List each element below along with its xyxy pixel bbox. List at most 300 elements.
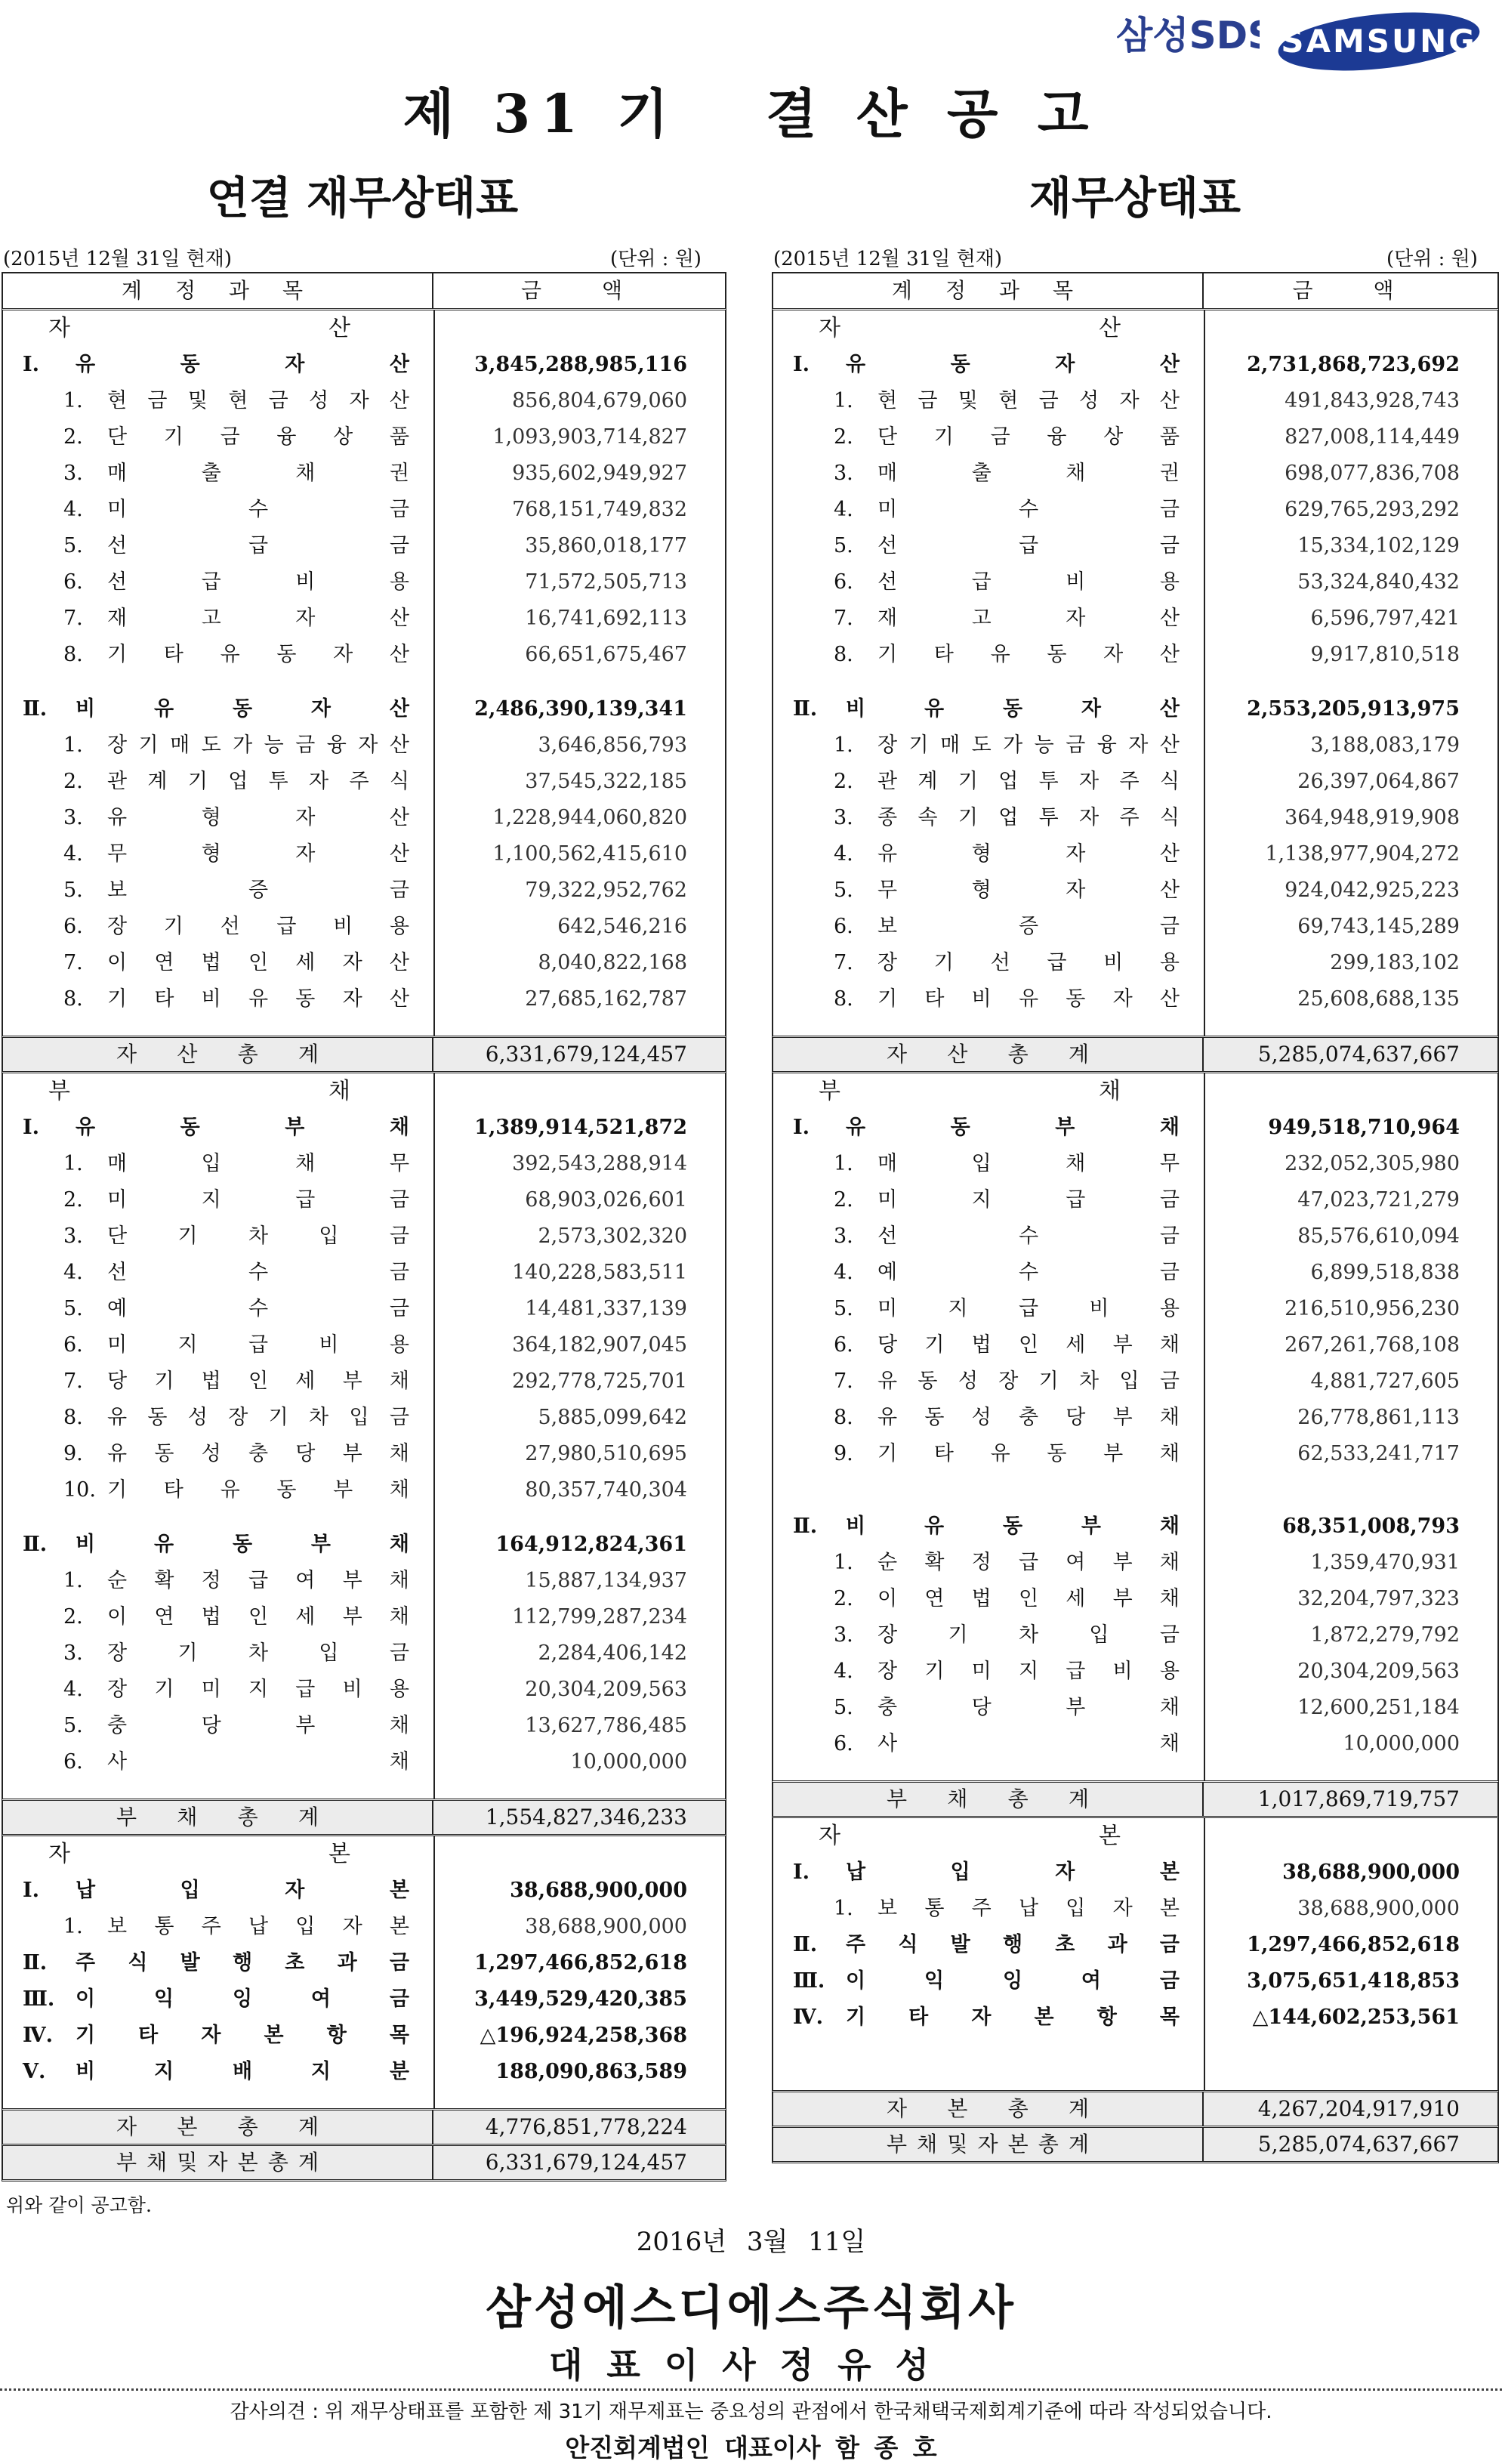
total-label: 부 채 총 계 xyxy=(3,1801,433,1834)
item-number: Ⅳ. xyxy=(793,2005,824,2029)
item-number: 5. xyxy=(834,534,853,557)
line-item-row xyxy=(773,836,1497,872)
line-item-row xyxy=(3,419,725,455)
item-number: 2. xyxy=(63,770,83,793)
amount-value: 68,903,026,601 xyxy=(525,1188,687,1212)
account-label xyxy=(3,419,433,455)
amount-value: 3,075,651,418,853 xyxy=(1247,1969,1460,1993)
account-name: 이 익 잉 여 금 xyxy=(846,1969,1180,1993)
item-number: 6. xyxy=(63,915,83,938)
item-number: 8. xyxy=(834,643,853,666)
account-label xyxy=(3,800,433,836)
account-label xyxy=(773,1999,1204,2036)
account-label xyxy=(3,1400,433,1436)
account-label xyxy=(3,1599,433,1635)
account-label xyxy=(773,528,1204,564)
account-label xyxy=(3,1327,433,1363)
account-label xyxy=(773,1255,1204,1291)
account-name: 주 식 발 행 초 과 금 xyxy=(76,1951,409,1975)
item-number: 4. xyxy=(834,498,853,521)
account-name: 장 기 미 지 급 비 용 xyxy=(107,1678,409,1701)
amount-value: 3,646,856,793 xyxy=(538,733,687,757)
line-item-row xyxy=(3,601,725,637)
spacer-row xyxy=(3,1508,725,1527)
account-label xyxy=(773,1617,1204,1653)
total-value: 6,331,679,124,457 xyxy=(485,2150,687,2175)
amount-value: 9,917,810,518 xyxy=(1310,643,1460,666)
amount-value: 27,980,510,695 xyxy=(525,1442,687,1465)
account-label xyxy=(3,2054,433,2090)
subtotal-row xyxy=(773,347,1497,383)
line-item-row xyxy=(773,1218,1497,1255)
line-item-row xyxy=(773,1436,1497,1472)
account-label xyxy=(773,1963,1204,1999)
spacer-row xyxy=(773,1490,1497,1508)
account-label xyxy=(3,492,433,528)
account-name: 무 형 자 산 xyxy=(877,878,1180,902)
amount-value: 15,334,102,129 xyxy=(1297,534,1460,557)
account-label xyxy=(773,1545,1204,1581)
account-name: 단 기 금 융 상 품 xyxy=(877,425,1180,449)
line-item-row xyxy=(773,492,1497,528)
account-name: 미 지 급 금 xyxy=(107,1188,409,1212)
account-name: 자 본 xyxy=(819,1823,1121,1849)
item-number: 5. xyxy=(63,534,83,557)
line-item-row xyxy=(3,455,725,492)
item-number: Ⅰ. xyxy=(793,353,810,376)
total-label: 자 본 총 계 xyxy=(773,2092,1204,2126)
line-item-row xyxy=(3,1744,725,1780)
account-name: 사 채 xyxy=(877,1732,1180,1755)
subtotal-row xyxy=(3,1873,725,1909)
subtotal-row xyxy=(3,2018,725,2054)
account-name: 유 동 성 장 기 차 입 금 xyxy=(107,1406,409,1429)
amount-value: 80,357,740,304 xyxy=(525,1478,687,1502)
item-number: Ⅲ. xyxy=(793,1969,825,1993)
account-name: 매 입 채 무 xyxy=(107,1152,409,1175)
amount-value: 629,765,293,292 xyxy=(1285,498,1460,521)
amount-value: 38,688,900,000 xyxy=(510,1879,687,1902)
item-number: 3. xyxy=(63,806,83,829)
account-name: 미 지 급 금 xyxy=(877,1188,1180,1212)
account-label xyxy=(3,836,433,872)
amount-value: 1,389,914,521,872 xyxy=(474,1116,687,1139)
item-number: 1. xyxy=(834,1551,853,1574)
amount-value: 79,322,952,762 xyxy=(525,878,687,902)
spacer-row xyxy=(773,1472,1497,1490)
amount-value xyxy=(1204,310,1497,347)
amount-value: 1,093,903,714,827 xyxy=(492,425,687,449)
account-name: 자 산 xyxy=(48,315,350,341)
spacer-row xyxy=(3,2090,725,2108)
column-header xyxy=(772,272,1499,310)
account-name: 납 입 자 본 xyxy=(76,1879,409,1902)
total-row xyxy=(772,1036,1499,1073)
amount-value: 1,872,279,792 xyxy=(1310,1623,1460,1647)
item-number: Ⅱ. xyxy=(793,1515,818,1538)
line-item-row xyxy=(773,981,1497,1017)
account-label xyxy=(3,564,433,601)
amount-value: 216,510,956,230 xyxy=(1285,1297,1460,1320)
account-label xyxy=(3,1873,433,1909)
item-number: 6. xyxy=(834,1333,853,1357)
account-name: 기 타 자 본 항 목 xyxy=(76,2024,409,2047)
notice-statement: 위와 같이 공고함. xyxy=(6,2194,152,2216)
account-label xyxy=(773,836,1204,872)
line-item-row xyxy=(773,1617,1497,1653)
account-name: 선 수 금 xyxy=(107,1261,409,1284)
subtotal-row xyxy=(773,1999,1497,2036)
account-name: 비 지 배 지 분 xyxy=(76,2060,409,2083)
item-number: 8. xyxy=(834,1406,853,1429)
line-item-row xyxy=(773,909,1497,945)
account-name: 이 연 법 인 세 부 채 xyxy=(107,1605,409,1629)
announcement-date: 2016년 3월 11일 xyxy=(636,2227,866,2257)
account-name: 보 증 금 xyxy=(107,878,409,902)
account-label xyxy=(773,637,1204,673)
amount-value: 1,359,470,931 xyxy=(1310,1551,1460,1574)
item-number: 1. xyxy=(63,733,83,757)
amount-value: 1,100,562,415,610 xyxy=(492,842,687,866)
line-item-row xyxy=(773,764,1497,800)
total-label: 자 본 총 계 xyxy=(3,2110,433,2144)
account-label xyxy=(3,1909,433,1945)
account-name: 이 연 법 인 세 자 산 xyxy=(107,951,409,974)
item-number: 6. xyxy=(834,1732,853,1755)
account-label xyxy=(3,909,433,945)
account-name: 매 출 채 권 xyxy=(877,462,1180,485)
line-item-row xyxy=(773,528,1497,564)
account-name: 비 유 동 부 채 xyxy=(846,1515,1180,1538)
account-name: 주 식 발 행 초 과 금 xyxy=(846,1933,1180,1956)
subtotal-row xyxy=(3,691,725,727)
amount-value: 20,304,209,563 xyxy=(1297,1660,1460,1683)
account-name: 단 기 차 입 금 xyxy=(107,1224,409,1248)
spacer-row xyxy=(773,2072,1497,2090)
account-label xyxy=(3,1291,433,1327)
line-item-row xyxy=(773,1545,1497,1581)
item-number: 2. xyxy=(834,770,853,793)
item-number: Ⅱ. xyxy=(793,697,818,721)
page-title: 제 31 기 결 산 공 고 xyxy=(402,82,1100,145)
amount-value: 232,052,305,980 xyxy=(1285,1152,1460,1175)
amount-value: 35,860,018,177 xyxy=(525,534,687,557)
account-label xyxy=(773,564,1204,601)
line-item-row xyxy=(3,1146,725,1182)
account-column-header: 계정과목 xyxy=(3,273,433,308)
amount-value: 25,608,688,135 xyxy=(1297,987,1460,1011)
account-label xyxy=(773,1508,1204,1545)
spacer-row xyxy=(3,1017,725,1036)
amount-value xyxy=(433,1836,725,1873)
line-item-row xyxy=(773,945,1497,981)
category-header-row xyxy=(3,1836,725,1873)
account-label xyxy=(3,1218,433,1255)
separate-balance-sheet xyxy=(772,272,1499,2163)
ceo-name: 대표이사정유성 xyxy=(548,2345,954,2385)
account-label xyxy=(773,1726,1204,1762)
amount-value: 62,533,241,717 xyxy=(1297,1442,1460,1465)
item-number: 2. xyxy=(63,1188,83,1212)
item-number: 4. xyxy=(63,1261,83,1284)
item-number: 3. xyxy=(63,462,83,485)
account-name: 미 수 금 xyxy=(877,498,1180,521)
account-name: 이 익 잉 여 금 xyxy=(76,1987,409,2011)
item-number: 1. xyxy=(63,389,83,412)
item-number: 3. xyxy=(834,1224,853,1248)
line-item-row xyxy=(773,1146,1497,1182)
amount-value: 491,843,928,743 xyxy=(1285,389,1460,412)
subtotal-row xyxy=(773,1854,1497,1891)
amount-value: 6,596,797,421 xyxy=(1310,607,1460,630)
total-label: 부 채 및 자 본 총 계 xyxy=(773,2128,1204,2161)
account-name: 예 수 금 xyxy=(877,1261,1180,1284)
line-item-row xyxy=(3,945,725,981)
left-unit-note: (단위 : 원) xyxy=(610,248,702,270)
account-label xyxy=(3,1527,433,1563)
amount-value: 14,481,337,139 xyxy=(525,1297,687,1320)
amount-value: 364,948,919,908 xyxy=(1285,806,1460,829)
amount-value: 1,297,466,852,618 xyxy=(1247,1933,1460,1956)
account-name: 미 수 금 xyxy=(107,498,409,521)
account-name: 미 지 급 비 용 xyxy=(877,1297,1180,1320)
line-item-row xyxy=(773,1690,1497,1726)
account-label xyxy=(3,1635,433,1672)
spacer-row xyxy=(773,673,1497,691)
account-name: 기 타 유 동 부 채 xyxy=(107,1478,409,1502)
account-name: 예 수 금 xyxy=(107,1297,409,1320)
account-name: 관 계 기 업 투 자 주 식 xyxy=(107,770,409,793)
account-name: 자 산 xyxy=(819,315,1121,341)
account-name: 현 금 및 현 금 성 자 산 xyxy=(877,389,1180,412)
item-number: 9. xyxy=(63,1442,83,1465)
item-number: 2. xyxy=(834,1188,853,1212)
amount-value: 20,304,209,563 xyxy=(525,1678,687,1701)
item-number: Ⅱ. xyxy=(23,1951,48,1975)
account-name: 선 급 금 xyxy=(877,534,1180,557)
account-label xyxy=(3,637,433,673)
statement-section xyxy=(2,1836,726,2108)
item-number: Ⅴ. xyxy=(23,2060,46,2083)
amount-value: 935,602,949,927 xyxy=(512,462,687,485)
amount-value: 856,804,679,060 xyxy=(512,389,687,412)
total-row xyxy=(2,1799,726,1836)
amount-value: 27,685,162,787 xyxy=(525,987,687,1011)
account-name: 재 고 자 산 xyxy=(107,607,409,630)
account-label xyxy=(3,727,433,764)
account-label xyxy=(773,1182,1204,1218)
account-label xyxy=(773,1400,1204,1436)
left-date-note: (2015년 12월 31일 현재) xyxy=(3,248,232,270)
subtotal-row xyxy=(773,1508,1497,1545)
account-name: 유 형 자 산 xyxy=(107,806,409,829)
amount-value: 15,887,134,937 xyxy=(525,1569,687,1592)
account-name: 선 수 금 xyxy=(877,1224,1180,1248)
subtotal-row xyxy=(773,691,1497,727)
account-label xyxy=(3,1945,433,1981)
account-label xyxy=(773,727,1204,764)
account-name: 보 통 주 납 입 자 본 xyxy=(107,1915,409,1938)
item-number: 1. xyxy=(63,1915,83,1938)
category-header-row xyxy=(773,1818,1497,1854)
account-label xyxy=(3,1110,433,1146)
item-number: 7. xyxy=(63,951,83,974)
amount-value: 38,688,900,000 xyxy=(1297,1897,1460,1920)
total-row xyxy=(772,2128,1499,2163)
line-item-row xyxy=(3,1255,725,1291)
item-number: 6. xyxy=(63,1333,83,1357)
line-item-row xyxy=(3,637,725,673)
item-number: 4. xyxy=(63,1678,83,1701)
audit-opinion: 감사의견 : 위 재무상태표를 포함한 제 31기 재무제표는 중요성의 관점에서 한국채택국제회계기준에 따라 작성되었습니다. xyxy=(230,2401,1272,2423)
amount-column-header: 금액 xyxy=(520,278,683,303)
item-number: 2. xyxy=(63,1605,83,1629)
item-number: Ⅳ. xyxy=(23,2024,54,2047)
amount-value: 3,845,288,985,116 xyxy=(474,353,687,376)
account-name: 유 동 자 산 xyxy=(846,353,1180,376)
amount-value: 2,486,390,139,341 xyxy=(474,697,687,721)
spacer-row xyxy=(773,1762,1497,1780)
right-unit-note: (단위 : 원) xyxy=(1386,248,1478,270)
account-label xyxy=(773,601,1204,637)
item-number: 7. xyxy=(834,1369,853,1393)
account-label xyxy=(3,872,433,909)
item-number: Ⅰ. xyxy=(23,1116,40,1139)
consolidated-balance-sheet xyxy=(2,272,726,2181)
account-name: 부 채 xyxy=(819,1078,1121,1104)
account-label xyxy=(3,1146,433,1182)
amount-value: 38,688,900,000 xyxy=(525,1915,687,1938)
item-number: 4. xyxy=(834,842,853,866)
account-name: 관 계 기 업 투 자 주 식 xyxy=(877,770,1180,793)
amount-value: △144,602,253,561 xyxy=(1252,2005,1460,2029)
line-item-row xyxy=(3,872,725,909)
line-item-row xyxy=(3,1400,725,1436)
account-name: 매 출 채 권 xyxy=(107,462,409,485)
account-name: 비 유 동 자 산 xyxy=(846,697,1180,721)
item-number: 5. xyxy=(63,1297,83,1320)
line-item-row xyxy=(3,1218,725,1255)
account-name: 유 동 성 충 당 부 채 xyxy=(107,1442,409,1465)
line-item-row xyxy=(773,1653,1497,1690)
item-number: 6. xyxy=(834,915,853,938)
amount-value: 768,151,749,832 xyxy=(512,498,687,521)
line-item-row xyxy=(3,1563,725,1599)
account-label xyxy=(773,1581,1204,1617)
account-name: 장 기 차 입 금 xyxy=(877,1623,1180,1647)
line-item-row xyxy=(773,872,1497,909)
line-item-row xyxy=(773,1400,1497,1436)
account-name: 순 확 정 급 여 부 채 xyxy=(107,1569,409,1592)
account-name: 비 유 동 부 채 xyxy=(76,1533,409,1556)
account-name: 유 동 부 채 xyxy=(846,1116,1180,1139)
line-item-row xyxy=(3,1327,725,1363)
item-number: 10. xyxy=(63,1478,96,1502)
amount-value: 1,228,944,060,820 xyxy=(492,806,687,829)
total-label: 자 산 총 계 xyxy=(773,1038,1204,1071)
item-number: 2. xyxy=(63,425,83,449)
line-item-row xyxy=(773,455,1497,492)
amount-value: 66,651,675,467 xyxy=(525,643,687,666)
total-value: 1,017,869,719,757 xyxy=(1257,1786,1460,1811)
line-item-row xyxy=(773,1581,1497,1617)
samsung-logo xyxy=(1276,11,1482,73)
line-item-row xyxy=(3,1909,725,1945)
line-item-row xyxy=(773,383,1497,419)
item-number: 1. xyxy=(834,389,853,412)
item-number: 3. xyxy=(63,1224,83,1248)
line-item-row xyxy=(3,1472,725,1508)
sds-logo-text: 삼성SDS xyxy=(1116,14,1260,57)
amount-value: 6,899,518,838 xyxy=(1310,1261,1460,1284)
account-label xyxy=(773,1854,1204,1891)
account-label xyxy=(773,1218,1204,1255)
account-label xyxy=(773,1291,1204,1327)
line-item-row xyxy=(3,1708,725,1744)
account-name: 납 입 자 본 xyxy=(846,1860,1180,1884)
item-number: 2. xyxy=(834,1587,853,1610)
line-item-row xyxy=(773,419,1497,455)
amount-value: 12,600,251,184 xyxy=(1297,1696,1460,1719)
account-name: 기 타 유 동 부 채 xyxy=(877,1442,1180,1465)
amount-value: 16,741,692,113 xyxy=(525,607,687,630)
amount-value: 8,040,822,168 xyxy=(538,951,687,974)
item-number: 7. xyxy=(834,607,853,630)
account-label xyxy=(3,1073,433,1110)
amount-value: 10,000,000 xyxy=(1343,1732,1460,1755)
account-name: 단 기 금 융 상 품 xyxy=(107,425,409,449)
item-number: 8. xyxy=(834,987,853,1011)
account-name: 순 확 정 급 여 부 채 xyxy=(877,1551,1180,1574)
account-name: 기 타 비 유 동 자 산 xyxy=(107,987,409,1011)
line-item-row xyxy=(3,800,725,836)
samsung-sds-logo xyxy=(1116,9,1260,62)
amount-value: 3,188,083,179 xyxy=(1310,733,1460,757)
account-name: 당 기 법 인 세 부 채 xyxy=(107,1369,409,1393)
dotted-divider xyxy=(0,2388,1502,2391)
account-name: 장 기 매 도 가 능 금 융 자 산 xyxy=(877,733,1180,757)
item-number: 5. xyxy=(63,1714,83,1737)
amount-value: 68,351,008,793 xyxy=(1282,1515,1460,1538)
account-name: 무 형 자 산 xyxy=(107,842,409,866)
line-item-row xyxy=(3,909,725,945)
account-name: 유 동 성 충 당 부 채 xyxy=(877,1406,1180,1429)
item-number: 1. xyxy=(63,1152,83,1175)
line-item-row xyxy=(3,383,725,419)
account-label xyxy=(773,1073,1204,1110)
line-item-row xyxy=(3,727,725,764)
account-label xyxy=(3,1744,433,1780)
amount-value: 4,881,727,605 xyxy=(1310,1369,1460,1393)
line-item-row xyxy=(3,1635,725,1672)
line-item-row xyxy=(3,492,725,528)
amount-value: 1,138,977,904,272 xyxy=(1265,842,1460,866)
item-number: 9. xyxy=(834,1442,853,1465)
total-value: 5,285,074,637,667 xyxy=(1257,2132,1460,2157)
account-name: 종 속 기 업 투 자 주 식 xyxy=(877,806,1180,829)
item-number: 6. xyxy=(63,570,83,594)
amount-value: 85,576,610,094 xyxy=(1297,1224,1460,1248)
subtotal-row xyxy=(773,1927,1497,1963)
account-name: 유 동 성 장 기 차 입 금 xyxy=(877,1369,1180,1393)
amount-value: 827,008,114,449 xyxy=(1285,425,1460,449)
statement-section xyxy=(2,310,726,1036)
item-number: 4. xyxy=(63,498,83,521)
amount-value: 69,743,145,289 xyxy=(1297,915,1460,938)
right-date-note: (2015년 12월 31일 현재) xyxy=(773,248,1002,270)
item-number: 5. xyxy=(834,878,853,902)
account-name: 보 증 금 xyxy=(877,915,1180,938)
